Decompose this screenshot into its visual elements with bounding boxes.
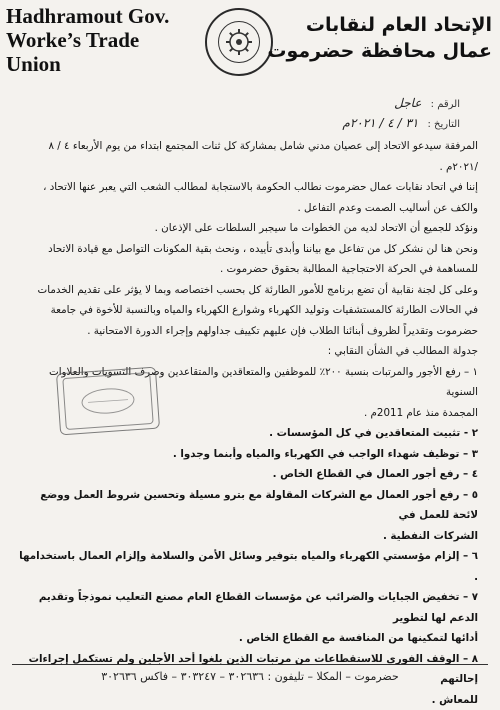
arabic-header-line1: الإتحاد العام لنقابات — [262, 12, 492, 38]
reference-row — [20, 96, 460, 110]
body-line: /٢٠٢١م . — [18, 157, 478, 178]
demand-item: أدائها لتمكينها من المنافسة مع القطاع الخاص . — [18, 628, 478, 649]
date-label: التاريخ : — [427, 119, 460, 130]
arabic-letterhead — [262, 12, 492, 64]
english-letterhead — [6, 4, 196, 76]
body-line: في الحالات الطارئة كالمستشفيات وتوليد الكهرباء وشوارع الكهرباء والمياه وبالنسبة للأخوة في جامعة — [18, 300, 478, 321]
ref-label: الرقم : — [431, 99, 460, 110]
seal-inner-emblem — [218, 21, 260, 63]
body-line: إننا في اتحاد نقابات عمال حضرموت نطالب الحكومة بالاستجابة لمطالب الشعب التي يعبر عنها الاتحاد ، — [18, 177, 478, 198]
arabic-header-line2: عمال محافظة حضرموت — [262, 38, 492, 64]
demand-item: ٢ - تثبيت المتعاقدين في كل المؤسسات . — [18, 423, 478, 444]
demand-item: ٥ – رفع أجور العمال مع الشركات المقاولة مع بترو مسيلة وتحسين شروط العمل ووضع لائحة للعمل في — [18, 485, 478, 526]
body-line: حضرموت وتقديراً لظروف أبنائنا الطلاب فإن عليهم تكييف جداولهم وإجراء الدورة الامتحانية . — [18, 321, 478, 342]
body-line: وعلى كل لجنة نقابية أن تضع برنامج للأمور الطارئة كل بحسب اختصاصه وبما لا يؤثر على تقديم الخدمات — [18, 280, 478, 301]
footer-contact: حضرموت – المكلا – تليفون : ٣٠٢٦٣٦ – ٣٠٣٢٤٧ – فاكس ٣٠٢٦٣٦ — [10, 670, 490, 683]
demand-item: ٦ – إلزام مؤسستي الكهرباء والمياه بتوفير وسائل الأمن والسلامة وإلزام العمال باستخدامها . — [18, 546, 478, 587]
body-line: ونحن هنا لن نشكر كل من تفاعل مع بياننا وأبدى تأييده ، ونحث بقية المكونات التواصل مع قيادة الاتحاد — [18, 239, 478, 260]
demand-item: ٣ – توظيف شهداء الواجب في الكهرباء والمياه وأبنما وجدوا . — [18, 444, 478, 465]
demand-item: ١ – رفع الأجور والمرتبات بنسبة ٢٠٠٪ للموظفين والمتعاقدين والمتقاعدين وصرف التسويات والعلاوات السنوية — [18, 362, 478, 403]
date-value: ٣١ / ٤ / ٢٠٢١م — [342, 116, 418, 130]
gear-emblem-icon — [225, 28, 253, 56]
ref-value: عاجل — [394, 96, 421, 110]
english-header-line1: Hadhramout Gov. — [6, 4, 196, 28]
demand-item: ٤ – رفع أجور العمال في القطاع الخاص . — [18, 464, 478, 485]
english-header-line2: Worke’s Trade Union — [6, 28, 196, 76]
body-line: للمساهمة في الحركة الاحتجاجية المطالبة بحقوق حضرموت . — [18, 259, 478, 280]
body-line: ونؤكد للجميع أن الاتحاد لديه من الخطوات ما سيجبر السلطات على الإذعان . — [18, 218, 478, 239]
stamp-inner-border — [62, 372, 153, 430]
footer-divider — [12, 664, 488, 665]
body-line: المرفقة سيدعو الاتحاد إلى عصيان مدني شامل بمشاركة كل ثنات المجتمع ابتداء من يوم الأربعاء ٤ / ٨ — [18, 136, 478, 157]
demand-item: ٧ – تخفيض الجبايات والضرائب عن مؤسسات القطاع العام مصنع التعليب نموذجاً وتقديم الدعم لها لتطوير — [18, 587, 478, 628]
demand-item: ٨ – الوقف الفوري للاستقطاعات من مرتبات الذين بلغوا أحد الأجلين ولم تستكمل إجراءات إحالتهم — [18, 649, 478, 690]
official-stamp — [56, 367, 160, 436]
demand-item: الشركات النفطية . — [18, 526, 478, 547]
demand-item: للمعاش . — [18, 690, 478, 710]
demand-item: المجمدة منذ عام 2011م . — [18, 403, 478, 424]
demands-title: جدولة المطالب في الشأن النقابي : — [18, 341, 478, 362]
stamp-mark-icon — [77, 384, 139, 418]
body-line: والكف عن أساليب الصمت وعدم التفاعل . — [18, 198, 478, 219]
date-row — [20, 116, 460, 130]
